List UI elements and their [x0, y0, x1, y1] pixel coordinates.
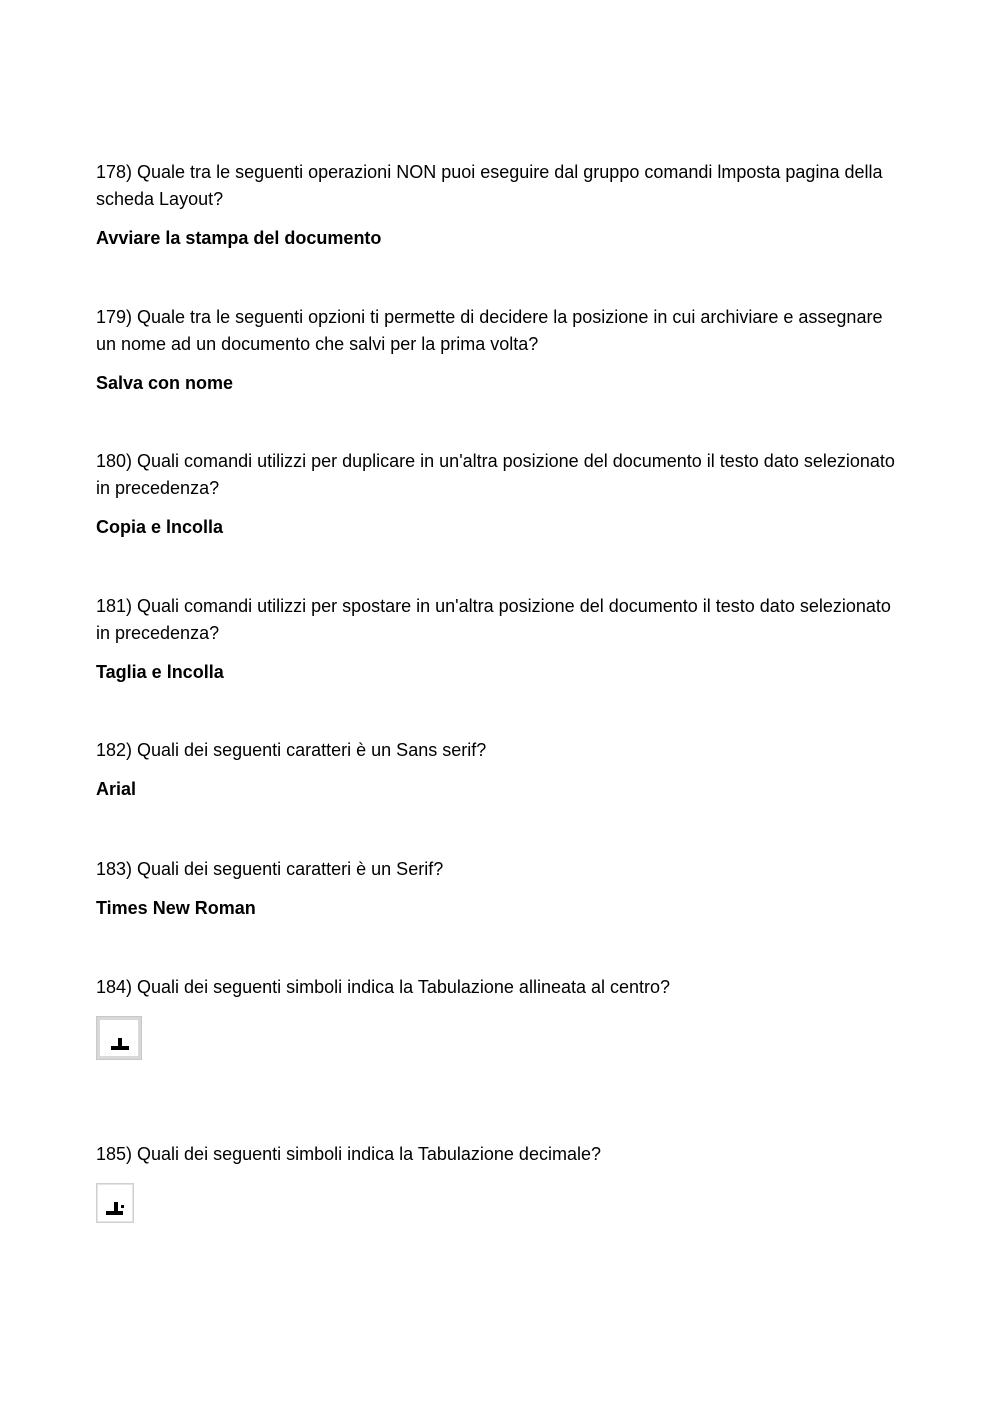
- qa-item-178: [96, 159, 896, 252]
- decimal-tab-icon: [96, 1183, 134, 1223]
- center-tab-icon: [96, 1016, 142, 1060]
- answer-text: Taglia e lncolla: [96, 662, 224, 682]
- question-text: 185) Quali dei seguenti simboli indica la Tabulazione decimale?: [96, 1144, 601, 1164]
- qa-item-180: [96, 448, 896, 541]
- question-text: 180) Quali comandi utilizzi per duplicare in un'altra posizione del documento il testo dato selezionato in precedenza?: [96, 451, 895, 498]
- qa-item-181: [96, 593, 896, 686]
- qa-item-179: [96, 304, 896, 397]
- answer-text: Avviare la stampa del documento: [96, 228, 382, 248]
- answer-text: Times New Roman: [96, 898, 256, 918]
- question-text: 184) Quali dei seguenti simboli indica la Tabulazione allineata al centro?: [96, 977, 671, 997]
- qa-item-183: [96, 856, 896, 922]
- question-text: 179) Quale tra le seguenti opzioni ti permette di decidere la posizione in cui archiviare e assegnare un nome ad un documento che salvi per la prima volta?: [96, 307, 883, 354]
- question-text: 183) Quali dei seguenti caratteri è un Serif?: [96, 859, 444, 879]
- qa-item-185: [96, 1141, 896, 1223]
- answer-text: Arial: [96, 779, 137, 799]
- question-text: 182) Quali dei seguenti caratteri è un Sans serif?: [96, 740, 487, 760]
- question-text: 178) Quale tra le seguenti operazioni NON puoi eseguire dal gruppo comandi lmposta pagina della scheda Layout?: [96, 162, 883, 209]
- answer-text: Copia e lncolla: [96, 517, 224, 537]
- question-text: 181) Quali comandi utilizzi per spostare in un'altra posizione del documento il testo dato selezionato in precedenza?: [96, 596, 891, 643]
- answer-text: Salva con nome: [96, 373, 234, 393]
- qa-item-184: [96, 974, 896, 1060]
- qa-item-182: [96, 737, 896, 803]
